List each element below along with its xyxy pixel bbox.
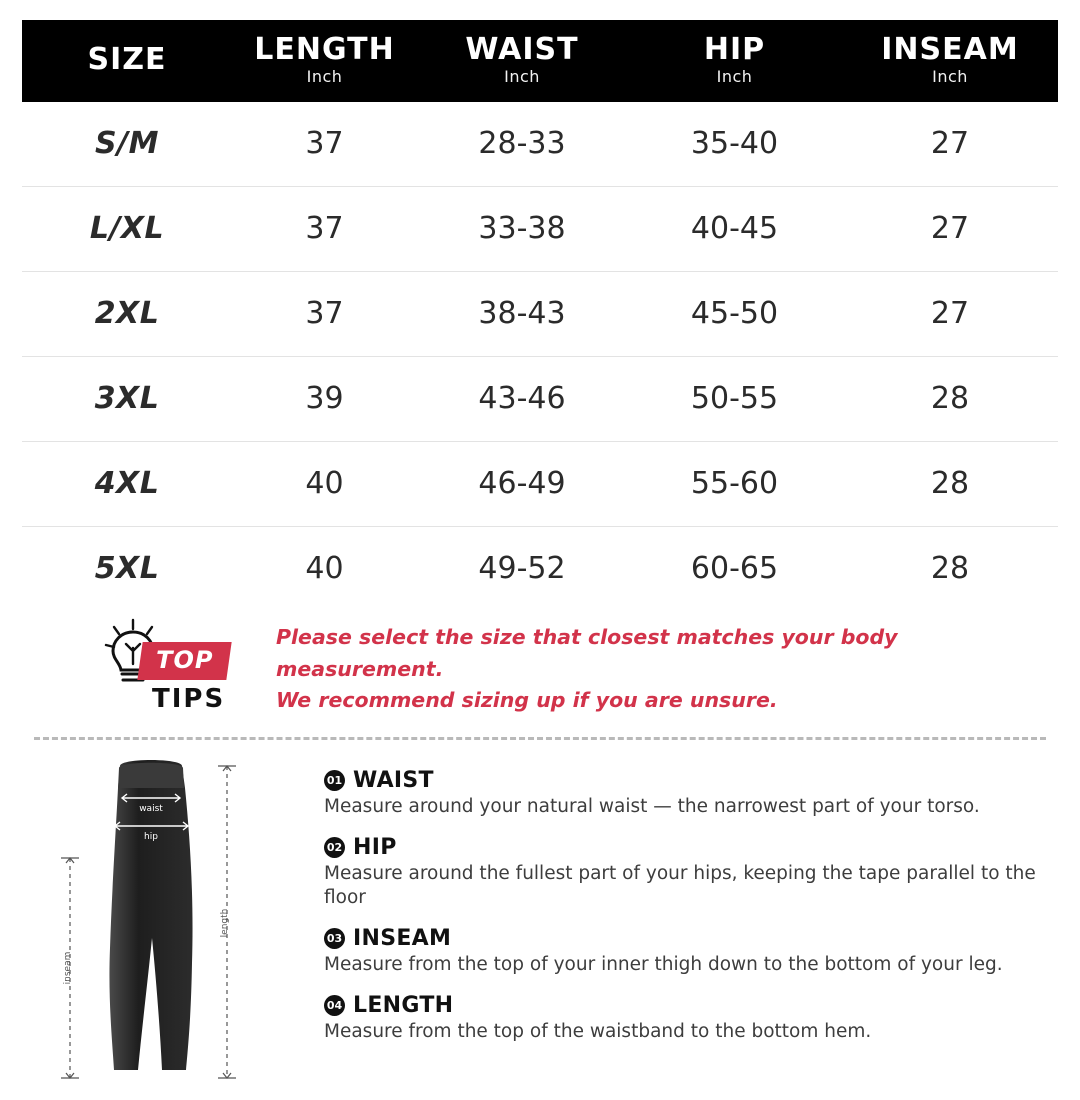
measurement-number-badge: 01 [324,770,345,791]
top-tips-word: TIPS [152,683,226,714]
measurement-description: Measure around your natural waist — the narrowest part of your torso. [324,795,980,817]
measurement-item-inseam [324,926,1058,977]
cell-waist: 46-49 [417,441,627,526]
cell-size: 4XL [22,441,232,526]
column-header-length-label: LENGTH [254,32,395,67]
cell-inseam: 27 [842,102,1058,187]
measurement-item-waist-head [324,768,1058,793]
column-header-size-label: SIZE [87,42,167,77]
table-row [22,356,1058,441]
cell-hip: 45-50 [627,271,842,356]
top-tips-text [276,622,1058,717]
measurement-number-badge: 03 [324,928,345,949]
cell-hip: 50-55 [627,356,842,441]
cell-hip: 40-45 [627,186,842,271]
cell-size: L/XL [22,186,232,271]
top-tips-badge [80,618,260,722]
cell-inseam: 28 [842,441,1058,526]
cell-waist: 38-43 [417,271,627,356]
diagram-label-length: length [220,908,230,937]
table-row [22,271,1058,356]
measurement-description: Measure from the top of your inner thigh down to the bottom of your leg. [324,953,1003,975]
diagram-label-hip: hip [144,831,158,842]
cell-size: 3XL [22,356,232,441]
size-chart-page [0,20,1080,1100]
table-row [22,186,1058,271]
measurement-number-badge: 02 [324,837,345,858]
cell-length: 37 [232,271,417,356]
cell-size: 2XL [22,271,232,356]
how-to-measure-section [22,748,1058,1088]
table-row [22,526,1058,611]
column-header-inseam [842,20,1058,102]
cell-waist: 43-46 [417,356,627,441]
top-tips-line-2: We recommend sizing up if you are unsure. [276,688,778,713]
dashed-divider [34,737,1046,740]
column-header-length [232,20,417,102]
cell-waist: 33-38 [417,186,627,271]
size-chart-table [22,20,1058,611]
column-header-size [22,20,232,102]
measurement-item-hip [324,835,1058,910]
column-header-hip [627,20,842,102]
measurement-number-badge: 04 [324,995,345,1016]
measurement-description: Measure from the top of the waistband to the bottom hem. [324,1020,872,1042]
leggings-diagram [22,748,312,1088]
top-tips-banner [137,642,232,680]
cell-size: 5XL [94,551,160,586]
table-header [22,20,1058,102]
measurement-item-length-head [324,993,1058,1018]
top-tips-banner-label: TOP [156,645,214,674]
measurement-title: HIP [353,834,397,860]
cell-inseam: 28 [842,356,1058,441]
diagram-label-inseam: inseam [63,951,73,984]
cell-length: 37 [232,102,417,187]
cell-hip: 35-40 [627,102,842,187]
column-header-length-unit: Inch [306,66,343,86]
column-header-waist [417,20,627,102]
measurement-item-length [324,993,1058,1044]
measurement-description: Measure around the fullest part of your hips, keeping the tape parallel to the floor [324,862,1036,908]
leggings-illustration [22,748,312,1088]
top-tips-line-1: Please select the size that closest matches your body measurement. [276,624,898,681]
measurement-item-inseam-head [324,926,1058,951]
cell-length: 37 [232,186,417,271]
cell-inseam: 27 [842,271,1058,356]
measurement-instructions [312,748,1058,1088]
table-header-row [22,20,1058,102]
measurement-item-hip-head [324,835,1058,860]
cell-length: 40 [232,441,417,526]
measurement-title: LENGTH [353,992,454,1018]
cell-hip: 60-65 [690,551,779,586]
cell-inseam: 28 [930,551,970,586]
table-row [22,441,1058,526]
cell-length: 40 [305,551,344,586]
measurement-item-waist [324,768,1058,819]
column-header-hip-label: HIP [703,32,766,67]
column-header-inseam-unit: Inch [932,66,968,86]
column-header-inseam-label: INSEAM [881,32,1019,67]
table-body [22,102,1058,611]
diagram-label-waist: waist [139,803,163,814]
table-row [22,102,1058,187]
column-header-waist-label: WAIST [465,32,579,67]
cell-waist: 28-33 [417,102,627,187]
measurement-title: WAIST [353,767,434,793]
top-tips-section [22,617,1058,723]
cell-waist: 49-52 [478,551,566,586]
cell-hip: 55-60 [627,441,842,526]
cell-inseam: 27 [842,186,1058,271]
column-header-hip-unit: Inch [716,66,753,86]
cell-size: S/M [22,102,232,187]
measurement-title: INSEAM [353,925,452,951]
cell-length: 39 [232,356,417,441]
column-header-waist-unit: Inch [504,66,540,86]
